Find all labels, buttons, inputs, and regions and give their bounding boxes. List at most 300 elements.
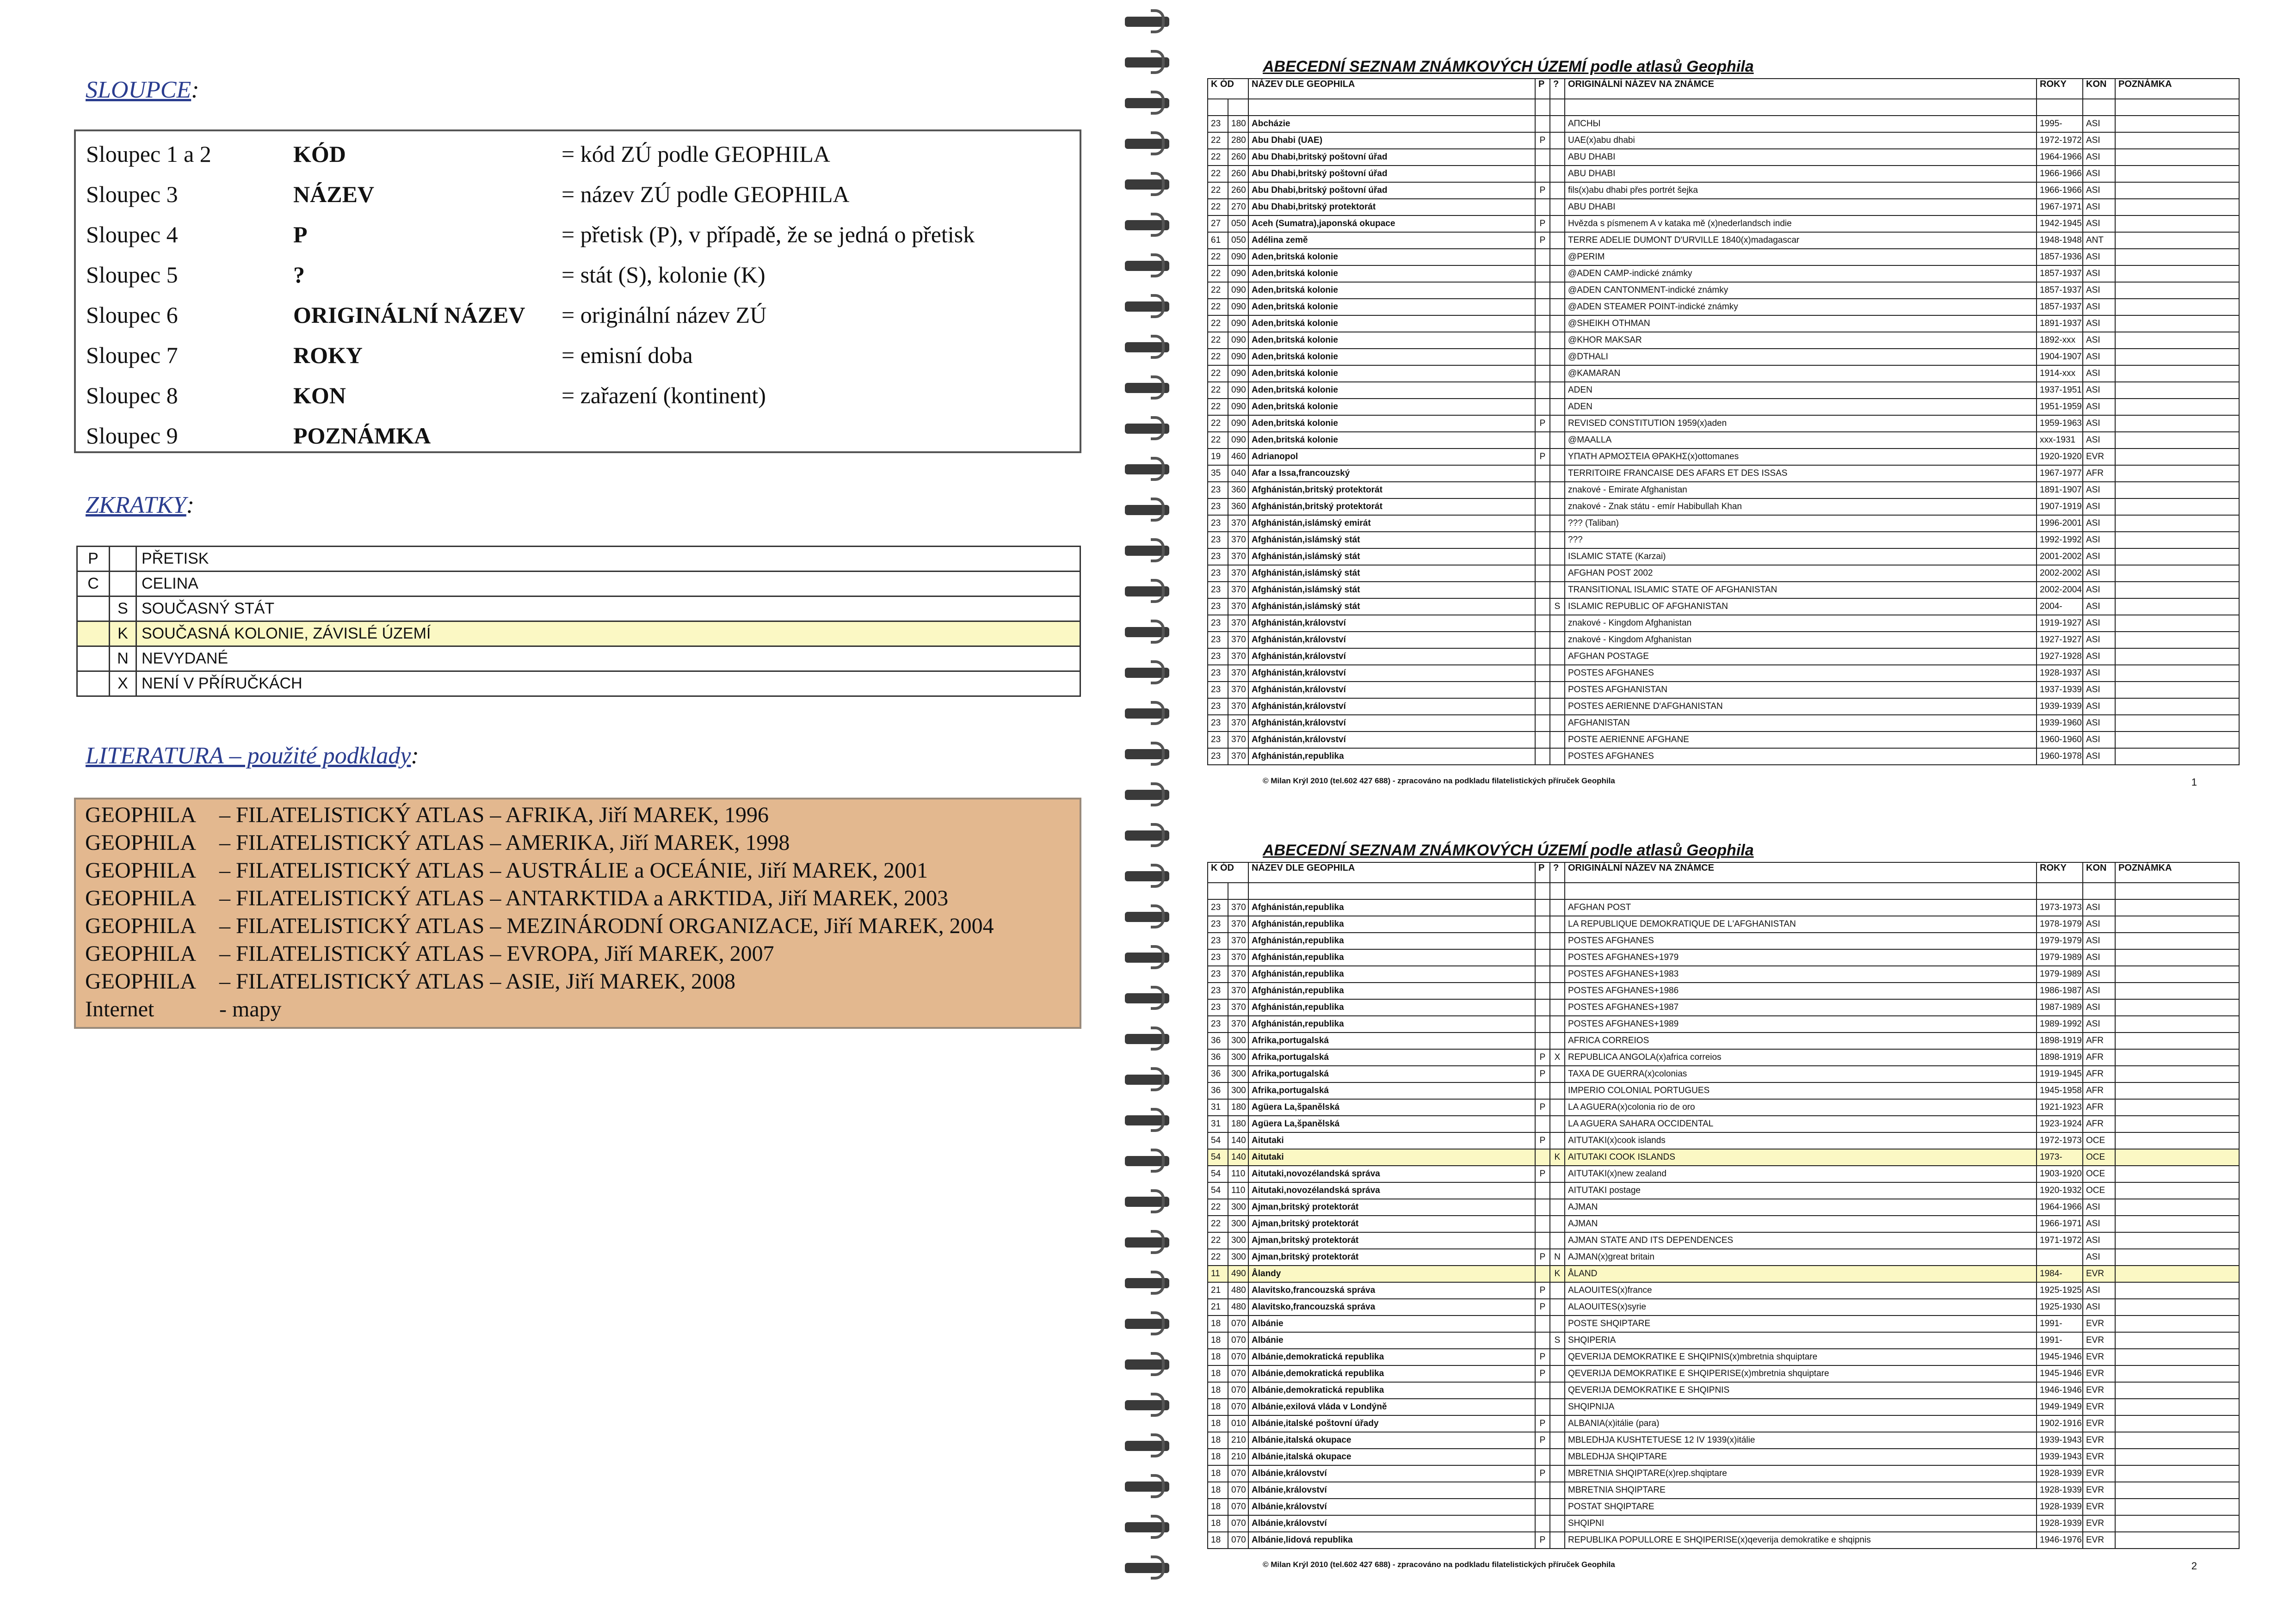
spacer-cell [1228,99,1248,116]
status-flag [1550,249,1565,265]
territory-name: Afghánistán,republika [1248,916,1535,933]
kod-number: 180 [1228,1116,1248,1132]
table-row [1208,1499,2239,1515]
kod-region: 22 [1208,299,1228,315]
table-row [1208,116,2239,132]
kod-region: 23 [1208,565,1228,582]
header-kod: K ÓD [1208,79,1248,99]
original-name: POSTES AFGHANES [1565,748,2037,765]
territory-name: Afghánistán,království [1248,648,1535,665]
years: 1995- [2037,116,2083,132]
ring-hook [1151,904,1165,928]
original-name: QEVERIJA DEMOKRATIKE E SHQIPNIS [1565,1382,2037,1399]
ring-hook [1151,660,1165,684]
continent: ASI [2083,282,2115,299]
kod-number: 070 [1228,1365,1248,1382]
kod-region: 36 [1208,1033,1228,1049]
territory-name: Adrianopol [1248,449,1535,465]
table-row [1208,933,2239,949]
years: 1972-1973 [2037,1132,2083,1149]
note [2115,1082,2239,1099]
spiral-ring [1125,864,1169,888]
note [2115,648,2239,665]
continent: ASI [2083,1282,2115,1299]
territory-name: Albánie,italské poštovní úřady [1248,1415,1535,1432]
continent: ASI [2083,415,2115,432]
original-name: ALAOUITES(x)france [1565,1282,2037,1299]
table-row [1208,399,2239,415]
abbreviation-row [77,646,1080,671]
note [2115,166,2239,182]
continent: ASI [2083,265,2115,282]
kod-number: 140 [1228,1132,1248,1149]
kod-number: 070 [1228,1399,1248,1415]
header-spacer-row [1208,883,2239,899]
kod-number: 210 [1228,1449,1248,1465]
kod-number: 360 [1228,482,1248,498]
years: 1919-1927 [2037,615,2083,632]
header-spacer-row [1208,99,2239,116]
table-row [1208,1232,2239,1249]
status-flag [1550,1399,1565,1415]
years: 1857-1937 [2037,299,2083,315]
status-flag [1550,933,1565,949]
kod-number: 090 [1228,249,1248,265]
status-flag [1550,1066,1565,1082]
column-number: Sloupec 1 a 2 [86,141,211,167]
ring-hook [1151,172,1165,196]
column-name: KÓD [293,141,346,167]
ring-hook [1151,294,1165,318]
territory-name: Abu Dhabi,britský poštovní úřad [1248,166,1535,182]
kod-region: 23 [1208,498,1228,515]
years: 1928-1939 [2037,1465,2083,1482]
continent: AFR [2083,1049,2115,1066]
kod-number: 140 [1228,1149,1248,1166]
status-flag [1550,199,1565,215]
table-row [1208,449,2239,465]
table-row [1208,432,2239,449]
original-name: ÅLAND [1565,1266,2037,1282]
original-name: ??? [1565,532,2037,548]
original-name: AFGHAN POST [1565,899,2037,916]
ring-hook [1151,91,1165,115]
original-name: MBRETNIA SHQIPTARE [1565,1482,2037,1499]
literature-title: – FILATELISTICKÝ ATLAS – MEZINÁRODNÍ ORGANIZACE, Jiří MAREK, 2004 [219,914,994,938]
note [2115,1116,2239,1132]
kod-number: 090 [1228,349,1248,365]
kod-number: 370 [1228,1016,1248,1033]
original-name: SHQIPNIJA [1565,1399,2037,1415]
note [2115,415,2239,432]
kod-number: 490 [1228,1266,1248,1282]
spiral-ring [1125,172,1169,196]
kod-region: 23 [1208,715,1228,732]
original-name: AFGHANISTAN [1565,715,2037,732]
years: 1939-1960 [2037,715,2083,732]
status-flag [1550,999,1565,1016]
years: 2001-2002 [2037,548,2083,565]
continent: EVR [2083,1365,2115,1382]
column-name: NÁZEV [293,181,375,207]
years: 1927-1927 [2037,632,2083,648]
abbreviation-code [77,646,110,671]
original-name: ABU DHABI [1565,149,2037,166]
overprint-flag: P [1535,1349,1550,1365]
table-row [1208,482,2239,498]
territory-name: Aden,britská kolonie [1248,365,1535,382]
ring-hook [1151,579,1165,603]
note [2115,365,2239,382]
years: 1973- [2037,1149,2083,1166]
kod-number: 070 [1228,1532,1248,1549]
kod-number: 370 [1228,966,1248,983]
table-row [1208,983,2239,999]
original-name: POSTES AFGHANISTAN [1565,682,2037,698]
spacer-cell [2115,99,2239,116]
overprint-flag [1535,1382,1550,1399]
overprint-flag [1535,1149,1550,1166]
status-flag: K [1550,1266,1565,1282]
table-row [1208,532,2239,548]
status-flag [1550,1382,1565,1399]
continent: AFR [2083,465,2115,482]
overprint-flag [1535,1016,1550,1033]
continent: ASI [2083,1016,2115,1033]
territory-name: Aden,britská kolonie [1248,265,1535,282]
original-name: REPUBLIKA POPULLORE E SHQIPERISE(x)qeverija demokratike e shqipnis [1565,1532,2037,1549]
status-flag [1550,1515,1565,1532]
overprint-flag [1535,465,1550,482]
spiral-ring [1125,9,1169,33]
territory-name: Afghánistán,království [1248,698,1535,715]
ring-hook [1151,253,1165,277]
overprint-flag: P [1535,1532,1550,1549]
years: 1904-1907 [2037,349,2083,365]
spiral-ring [1125,1555,1169,1580]
kod-number: 090 [1228,432,1248,449]
original-name: POSTES AFGHANES+1987 [1565,999,2037,1016]
status-flag [1550,1099,1565,1116]
overprint-flag [1535,1449,1550,1465]
years: 1984- [2037,1266,2083,1282]
overprint-flag [1535,582,1550,598]
spacer-cell [1228,883,1248,899]
kod-number: 070 [1228,1332,1248,1349]
kod-region: 23 [1208,515,1228,532]
note [2115,215,2239,232]
kod-number: 300 [1228,1082,1248,1099]
territory-name: Afrika,portugalská [1248,1082,1535,1099]
spiral-ring [1125,1393,1169,1417]
table-row [1208,1432,2239,1449]
table-row [1208,682,2239,698]
continent: ASI [2083,382,2115,399]
overprint-flag [1535,1399,1550,1415]
continent: EVR [2083,1515,2115,1532]
continent: ASI [2083,565,2115,582]
overprint-flag [1535,399,1550,415]
continent: OCE [2083,1166,2115,1182]
column-number: Sloupec 5 [86,262,178,288]
note [2115,916,2239,933]
header-roky: ROKY [2037,862,2083,883]
continent: ASI [2083,315,2115,332]
original-name: AITUTAKI(x)new zealand [1565,1166,2037,1182]
ring-hook [1151,1067,1165,1091]
territory-name: Adélina země [1248,232,1535,249]
sloupce-heading: SLOUPCE: [86,77,199,103]
kod-number: 070 [1228,1382,1248,1399]
header-pozn: POZNÁMKA [2115,79,2239,99]
continent: EVR [2083,1382,2115,1399]
continent: AFR [2083,1066,2115,1082]
status-flag [1550,1282,1565,1299]
note [2115,199,2239,215]
kod-number: 050 [1228,215,1248,232]
spiral-ring [1125,945,1169,969]
page-number: 2 [2191,1560,2197,1572]
ring-hook [1151,823,1165,847]
years: 1928-1937 [2037,665,2083,682]
spiral-ring [1125,131,1169,155]
note [2115,1532,2239,1549]
territory-name: Afrika,portugalská [1248,1049,1535,1066]
kod-number: 370 [1228,598,1248,615]
status-flag [1550,1216,1565,1232]
kod-region: 23 [1208,548,1228,565]
kod-number: 300 [1228,1049,1248,1066]
kod-number: 300 [1228,1216,1248,1232]
territory-name: Afghánistán,britský protektorát [1248,498,1535,515]
years: 1925-1925 [2037,1282,2083,1299]
note [2115,132,2239,149]
kod-number: 040 [1228,465,1248,482]
column-name: POZNÁMKA [293,423,431,449]
years: 1991- [2037,1316,2083,1332]
kod-region: 23 [1208,615,1228,632]
spacer-cell [1248,883,1535,899]
spiral-ring [1125,416,1169,440]
original-name: LA AGUERA SAHARA OCCIDENTAL [1565,1116,2037,1132]
column-name: ? [293,262,305,288]
overprint-flag: P [1535,1166,1550,1182]
overprint-flag [1535,949,1550,966]
original-name: TRANSITIONAL ISLAMIC STATE OF AFGHANISTAN [1565,582,2037,598]
continent: ASI [2083,132,2115,149]
kod-number: 070 [1228,1499,1248,1515]
original-name: AITUTAKI postage [1565,1182,2037,1199]
territory-name: Albánie,exilová vláda v Londýně [1248,1399,1535,1415]
status-flag [1550,1016,1565,1033]
literature-source: GEOPHILA [85,914,196,938]
original-name: fils(x)abu dhabi přes portrét šejka [1565,182,2037,199]
spiral-ring [1125,457,1169,481]
ring-hook [1151,782,1165,806]
spiral-ring [1125,375,1169,400]
spiral-binding [1119,0,1184,1623]
original-name: UAE(x)abu dhabi [1565,132,2037,149]
continent: ASI [2083,1216,2115,1232]
territory-name: Albánie [1248,1332,1535,1349]
status-flag [1550,498,1565,515]
table-row [1208,465,2239,482]
header-p: P [1535,79,1550,99]
note [2115,1499,2239,1515]
continent: EVR [2083,1349,2115,1365]
overprint-flag [1535,1116,1550,1132]
spiral-ring [1125,1515,1169,1539]
note [2115,1382,2239,1399]
original-name: TAXA DE GUERRA(x)colonias [1565,1066,2037,1082]
table-row [1208,232,2239,249]
original-name: POSTAT SHQIPTARE [1565,1499,2037,1515]
abbreviation-subcode: S [110,596,136,621]
kod-region: 22 [1208,399,1228,415]
table-header-row [1208,79,2239,99]
kod-number: 070 [1228,1349,1248,1365]
territory-name: Albánie,království [1248,1515,1535,1532]
spacer-cell [2037,883,2083,899]
continent: EVR [2083,1449,2115,1465]
territory-name: Aitutaki [1248,1149,1535,1166]
original-name: AJMAN(x)great britain [1565,1249,2037,1266]
kod-number: 370 [1228,615,1248,632]
kod-number: 090 [1228,332,1248,349]
note [2115,332,2239,349]
overprint-flag [1535,515,1550,532]
territory-name: Ajman,britský protektorát [1248,1249,1535,1266]
spacer-cell [1550,883,1565,899]
kod-number: 180 [1228,1099,1248,1116]
table-row [1208,916,2239,933]
overprint-flag [1535,1082,1550,1099]
table-row [1208,1016,2239,1033]
status-flag [1550,1082,1565,1099]
status-flag [1550,215,1565,232]
years: 1937-1939 [2037,682,2083,698]
original-name: REPUBLICA ANGOLA(x)africa correios [1565,1049,2037,1066]
note [2115,182,2239,199]
territory-name: Afghánistán,islámský stát [1248,548,1535,565]
abbreviation-text: NEVYDANÉ [136,646,1080,671]
territory-name: Afghánistán,republika [1248,899,1535,916]
abbreviation-code [77,621,110,646]
spiral-ring [1125,1271,1169,1295]
table-row [1208,1482,2239,1499]
territory-name: Albánie,demokratická republika [1248,1349,1535,1365]
note [2115,615,2239,632]
overprint-flag: P [1535,1049,1550,1066]
years: 1857-1937 [2037,282,2083,299]
years: 2002-2004 [2037,582,2083,598]
spiral-ring [1125,91,1169,115]
table-row [1208,382,2239,399]
years: 1903-1920 [2037,1166,2083,1182]
kod-number: 370 [1228,732,1248,748]
note [2115,498,2239,515]
status-flag [1550,565,1565,582]
kod-number: 270 [1228,199,1248,215]
kod-number: 480 [1228,1299,1248,1316]
original-name: AJMAN [1565,1216,2037,1232]
table-row [1208,632,2239,648]
table-row [1208,332,2239,349]
note [2115,1432,2239,1449]
columns-box [74,129,1081,453]
spiral-ring [1125,1189,1169,1213]
territory-name: Ålandy [1248,1266,1535,1282]
territory-name: Afghánistán,republika [1248,1016,1535,1033]
original-name: znakové - Kingdom Afghanistan [1565,632,2037,648]
original-name: AFGHAN POSTAGE [1565,648,2037,665]
kod-number: 360 [1228,498,1248,515]
header-kon: KON [2083,79,2115,99]
note [2115,1066,2239,1082]
table-row [1208,132,2239,149]
overprint-flag [1535,1266,1550,1282]
years: 1967-1971 [2037,199,2083,215]
ring-hook [1151,416,1165,440]
note [2115,249,2239,265]
territory-name: Agüera La,španělská [1248,1099,1535,1116]
kod-region: 54 [1208,1182,1228,1199]
overprint-flag [1535,532,1550,548]
territory-name: Afghánistán,islámský stát [1248,565,1535,582]
kod-region: 22 [1208,382,1228,399]
column-number: Sloupec 6 [86,302,178,328]
overprint-flag [1535,615,1550,632]
column-description: = zařazení (kontinent) [562,382,766,408]
header-nazev: NÁZEV DLE GEOPHILA [1248,79,1535,99]
spiral-ring [1125,1352,1169,1376]
original-name: znakové - Emirate Afghanistan [1565,482,2037,498]
years: 1907-1919 [2037,498,2083,515]
years: 1891-1907 [2037,482,2083,498]
spiral-ring [1125,538,1169,562]
kod-number: 370 [1228,983,1248,999]
kod-region: 19 [1208,449,1228,465]
note [2115,1166,2239,1182]
status-flag [1550,282,1565,299]
status-flag [1550,382,1565,399]
kod-number: 370 [1228,949,1248,966]
note [2115,449,2239,465]
literature-source: Internet [85,997,154,1021]
table-row [1208,1316,2239,1332]
territory-name: Ajman,britský protektorát [1248,1232,1535,1249]
continent: ASI [2083,966,2115,983]
kod-region: 22 [1208,149,1228,166]
status-flag [1550,1415,1565,1432]
kod-region: 23 [1208,482,1228,498]
note [2115,665,2239,682]
continent: ASI [2083,698,2115,715]
status-flag: S [1550,1332,1565,1349]
header-nazev: NÁZEV DLE GEOPHILA [1248,862,1535,883]
spacer-cell [2083,99,2115,116]
spiral-ring [1125,1149,1169,1173]
continent: AFR [2083,1116,2115,1132]
table-row [1208,1332,2239,1349]
status-flag [1550,365,1565,382]
territory-name: Afrika,portugalská [1248,1033,1535,1049]
overprint-flag [1535,715,1550,732]
years: 1937-1951 [2037,382,2083,399]
status-flag: N [1550,1249,1565,1266]
years: 1928-1939 [2037,1499,2083,1515]
table-row [1208,166,2239,182]
